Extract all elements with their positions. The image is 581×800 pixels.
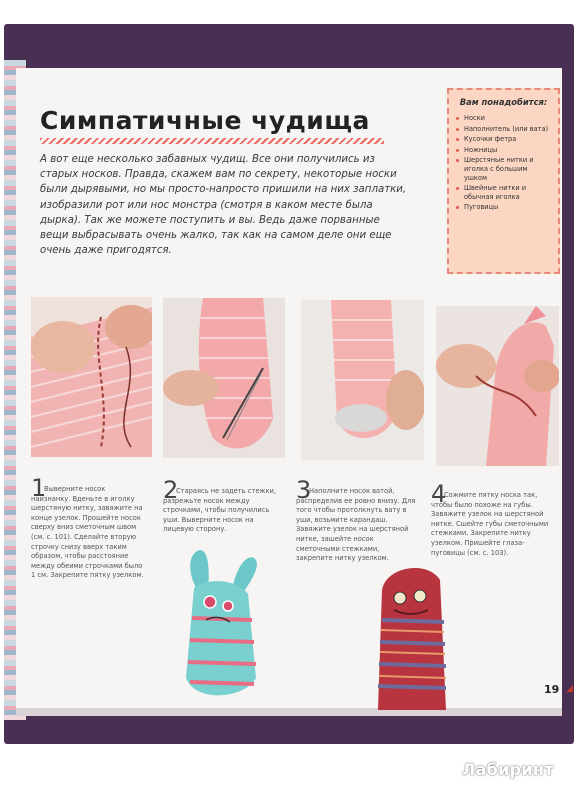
step-2-photo bbox=[163, 298, 285, 458]
step-4-photo bbox=[436, 306, 559, 466]
step-number: 1 bbox=[31, 474, 47, 502]
page-arrow-icon: ◢ bbox=[566, 684, 573, 694]
materials-item: Шерстяные нитки и иголка с большим ушком bbox=[455, 156, 552, 182]
blue-sock-monster-image bbox=[176, 548, 268, 706]
materials-list bbox=[455, 114, 552, 212]
step-text: Наполните носок ватой, распределив ее ровно внизу. Для того чтобы протолкнуть вату в уши, возьмите карандаш. Завяжите узелок на шерстяной нитке, зашейте носок сметочными стежками, закрепите нитку узелком. bbox=[296, 487, 416, 563]
step-3 bbox=[296, 478, 416, 564]
page-title: Симпатичные чудища bbox=[40, 106, 370, 135]
step-text: Сожмите пятку носка так, чтобы было похоже на губы. Завяжите узелок на шерстяной нитке. Сшейте губы сметочными стежками. Закрепите нитку узелком. Пришейте глаза-пуговицы (см. с. 103). bbox=[431, 491, 549, 557]
page-number: 19 bbox=[544, 683, 560, 696]
materials-item: Ножницы bbox=[455, 146, 552, 155]
step-4 bbox=[431, 482, 551, 558]
step-number: 4 bbox=[431, 480, 447, 508]
step-number: 3 bbox=[296, 476, 312, 504]
intro-paragraph: А вот еще несколько забавных чудищ. Все они получились из старых носков. Правда, скажем вам по секрету, некоторые носки были дырявыми, но мы просто-напросто пришили на них заплатки, изобразили рот или нос монстра (смотря в каком месте была дырка). Так же можете поступить и вы. Ведь даже порванные вещи выбрасывать очень жалко, так как на самом деле они еще очень даже пригодятся. bbox=[40, 154, 407, 257]
step-2 bbox=[163, 478, 286, 535]
title-underline bbox=[40, 138, 384, 144]
materials-item: Пуговицы bbox=[455, 203, 552, 212]
materials-item: Наполнитель (или вата) bbox=[455, 125, 552, 134]
watermark: Лабиринт bbox=[462, 760, 554, 779]
step-1-photo bbox=[31, 297, 152, 457]
step-number: 2 bbox=[163, 476, 179, 504]
step-1 bbox=[31, 476, 144, 581]
materials-title: Вам понадобится: bbox=[459, 97, 548, 107]
step-text: Стараясь не задеть стежки, разрежьте носок между строчками, чтобы получились уши. Выверните носок на лицевую сторону. bbox=[163, 487, 276, 534]
materials-item: Кусочки фетра bbox=[455, 135, 552, 144]
red-sock-monster-image bbox=[372, 560, 454, 720]
page-edge bbox=[16, 708, 562, 716]
materials-item: Носки bbox=[455, 114, 552, 123]
materials-item: Швейные нитки и обычная иголка bbox=[455, 184, 552, 201]
materials-box bbox=[447, 88, 560, 274]
step-3-photo bbox=[301, 300, 424, 460]
step-text: Выверните носок наизнанку. Вденьте в иголку шерстяную нитку, завяжите на конце узелок. Прошейте носок сверху вниз сметочным швом (см. с. 101). Сделайте вторую строчку снизу вверх таким образом, чтобы расстояние между обеими строчками было 1 см. Закрепите пятку узелком. bbox=[31, 485, 144, 580]
